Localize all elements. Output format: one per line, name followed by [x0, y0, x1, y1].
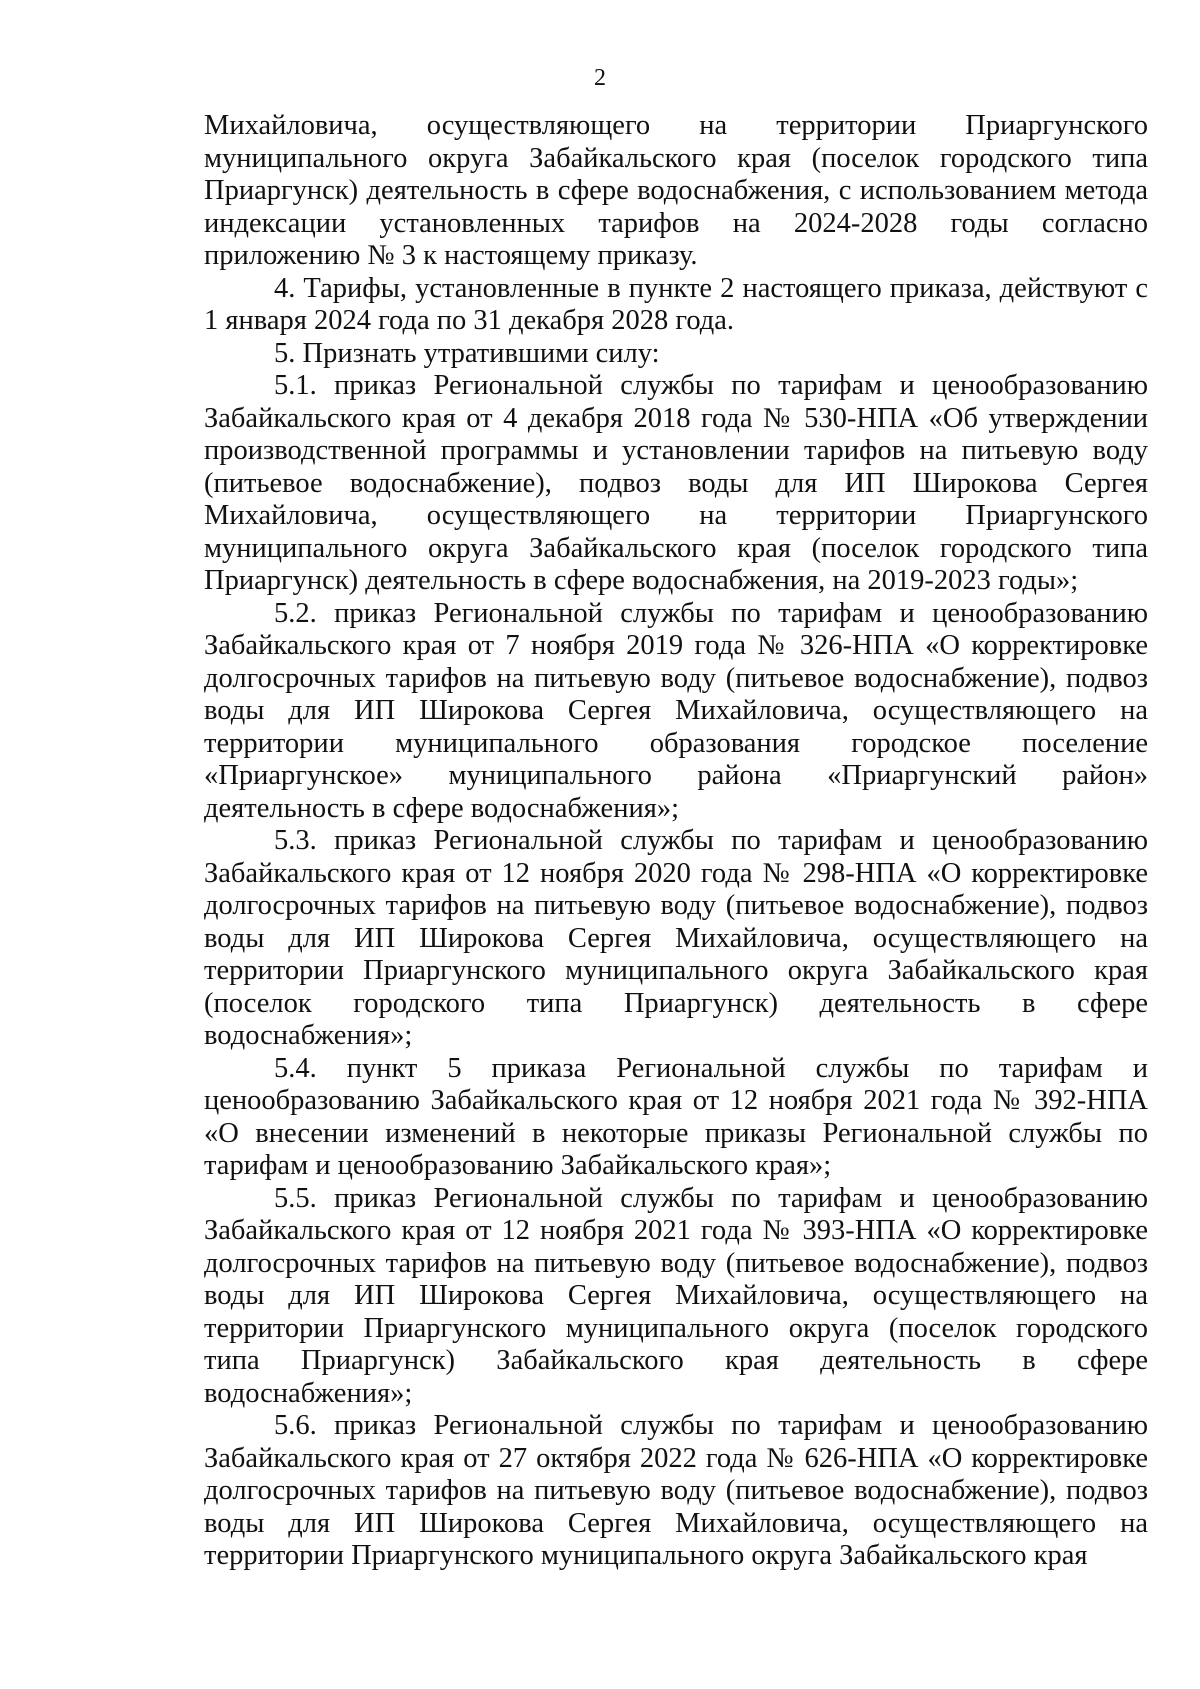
paragraph-item-5-6: 5.6. приказ Региональной службы по тарифам и ценообразованию Забайкальского края от 27 октября 2022 года № 626-НПА «О корректировке долгосрочных тарифов на питьевую воду (питьевое водоснабжение), подвоз воды для ИП Широкова Сергея Михайловича, осуществляющего на территории Приаргунского муниципального округа Забайкальского края [204, 1410, 1148, 1571]
paragraph-item-5-4: 5.4. пункт 5 приказа Региональной службы по тарифам и ценообразованию Забайкальского края от 12 ноября 2021 года № 392-НПА «О внесении изменений в некоторые приказы Региональной службы по тарифам и ценообразованию Забайкальского края»; [204, 1052, 1148, 1181]
paragraph-item-5: 5. Признать утратившими силу: [274, 337, 660, 369]
paragraph-item-5-1: 5.1. приказ Региональной службы по тарифам и ценообразованию Забайкальского края от 4 декабря 2018 года № 530-НПА «Об утверждении производственной программы и установлении тарифов на питьевую воду (питьевое водоснабжение), подвоз воды для ИП Широкова Сергея Михайловича, осуществляющего на территории Приаргунского муниципального округа Забайкальского края (поселок городского типа Приаргунск) деятельность в сфере водоснабжения, на 2019-2023 годы»; [204, 370, 1148, 596]
document-body [204, 110, 1148, 1573]
paragraph-item-5-2: 5.2. приказ Региональной службы по тарифам и ценообразованию Забайкальского края от 7 ноября 2019 года № 326-НПА «О корректировке долгосрочных тарифов на питьевую воду (питьевое водоснабжение), подвоз воды для ИП Широкова Сергея Михайловича, осуществляющего на территории муниципального образования городское поселение «Приаргунское» муниципального района «Приаргунский район» деятельность в сфере водоснабжения»; [204, 597, 1148, 824]
paragraph-item-4: 4. Тарифы, установленные в пункте 2 настоящего приказа, действуют с 1 января 2024 года по 31 декабря 2028 года. [204, 272, 1148, 336]
paragraph-item-5-3: 5.3. приказ Региональной службы по тарифам и ценообразованию Забайкальского края от 12 ноября 2020 года № 298-НПА «О корректировке долгосрочных тарифов на питьевую воду (питьевое водоснабжение), подвоз воды для ИП Широкова Сергея Михайловича, осуществляющего на территории Приаргунского муниципального округа Забайкальского края (поселок городского типа Приаргунск) деятельность в сфере водоснабжения»; [204, 825, 1148, 1051]
paragraph-continuation: Михайловича, осуществляющего на территории Приаргунского муниципального округа Забайкальского края (поселок городского типа Приаргунск) деятельность в сфере водоснабжения, с использованием метода индексации установленных тарифов на 2024-2028 годы согласно приложению № 3 к настоящему приказу. [204, 110, 1148, 271]
paragraph-item-5-5: 5.5. приказ Региональной службы по тарифам и ценообразованию Забайкальского края от 12 ноября 2021 года № 393-НПА «О корректировке долгосрочных тарифов на питьевую воду (питьевое водоснабжение), подвоз воды для ИП Широкова Сергея Михайловича, осуществляющего на территории Приаргунского муниципального округа (поселок городского типа Приаргунск) Забайкальского края деятельность в сфере водоснабжения»; [204, 1182, 1148, 1409]
page-number: 2 [594, 65, 606, 91]
